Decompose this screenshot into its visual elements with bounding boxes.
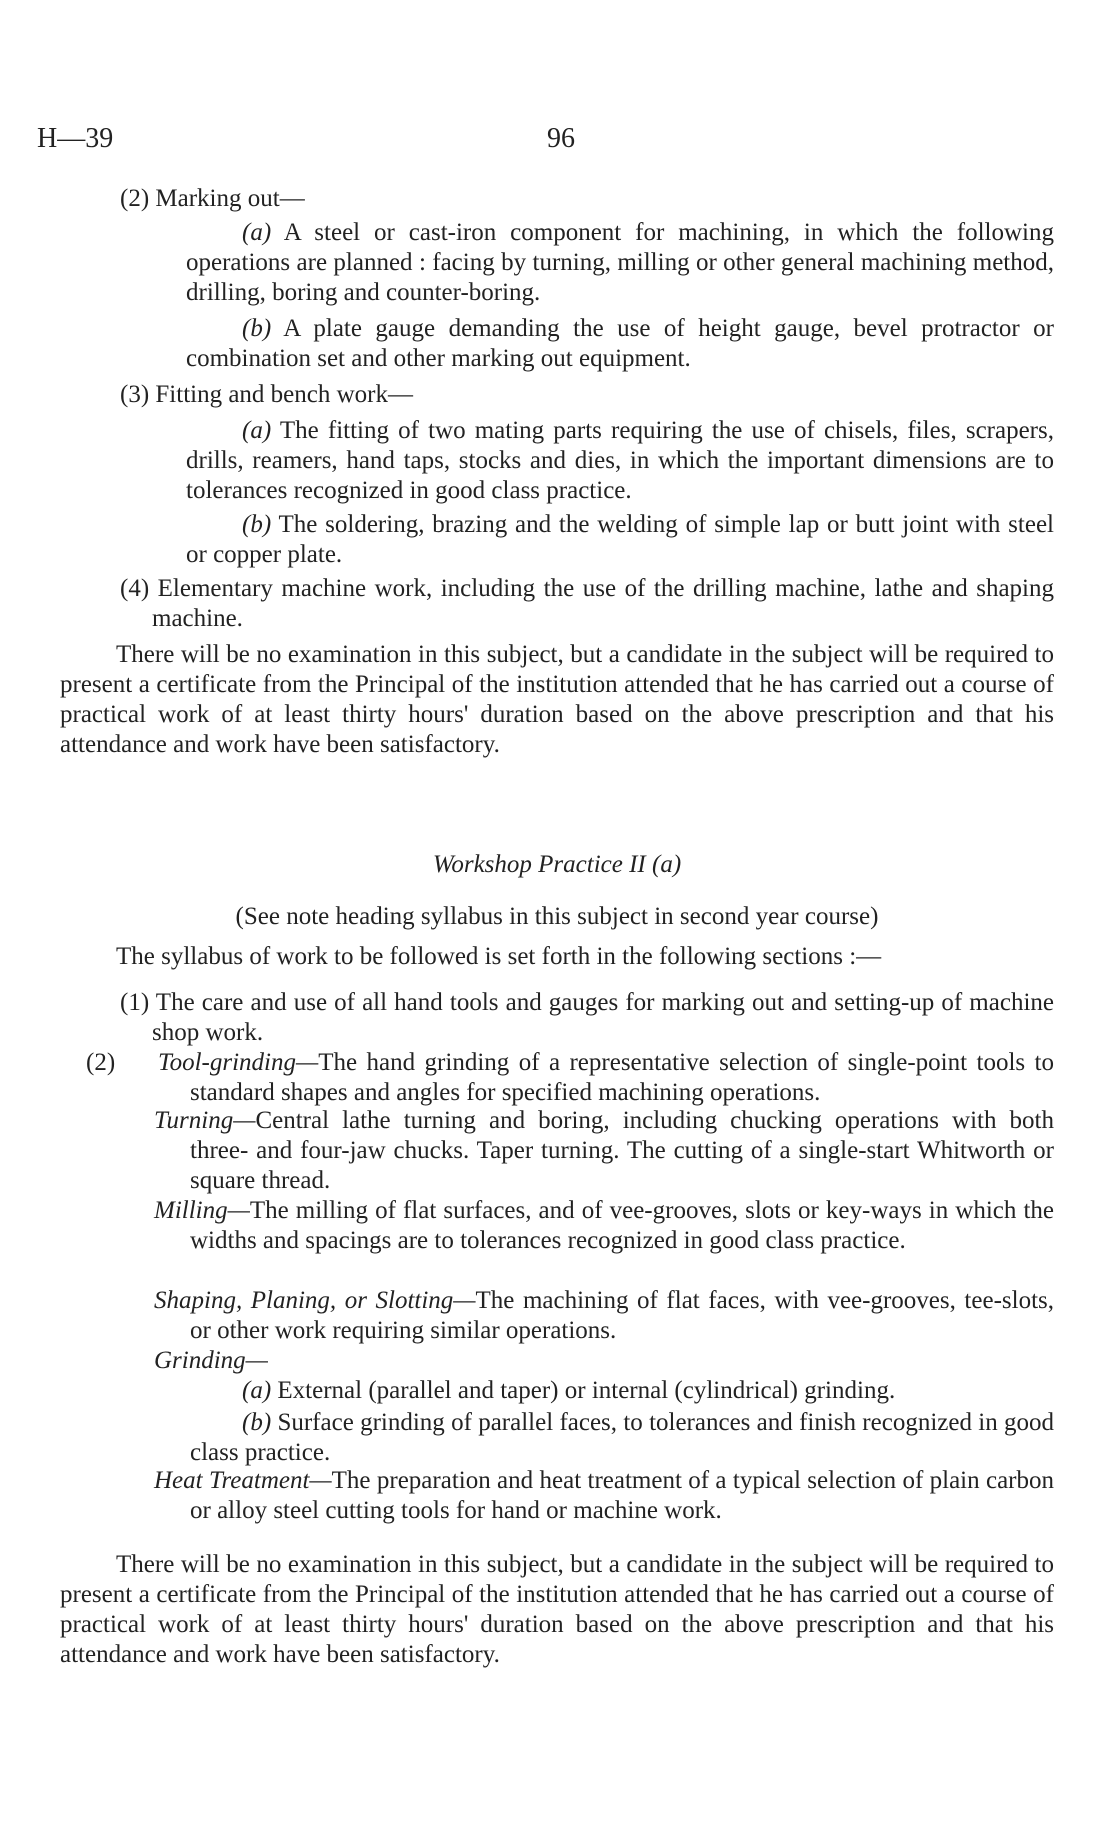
grinding-item-a [190,1376,1054,1406]
shaping-label: Shaping, Planing, or Slotting— [154,1287,476,1314]
turning-label: Turning— [154,1107,256,1134]
grinding-heading: Grinding— [154,1347,268,1374]
machine-work-item: (4) Elementary machine work, including the use of the drilling machine, lathe and shaping machine. [120,575,1054,632]
turning-item [154,1106,1054,1196]
fitting-item-b [186,510,1054,570]
item-text: External (parallel and taper) or internal (cylindrical) grinding. [271,1377,896,1404]
tool-grinding-text: The hand grinding of a representative selection of single-point tools to standard shapes and angles for specified machining operations. [190,1049,1054,1106]
section-note: (See note heading syllabus in this subject in second year course) [235,903,879,930]
item-label: (b) [242,315,272,342]
grinding-item-b [190,1408,1054,1468]
milling-item [154,1196,1054,1256]
marking-out-item-b [186,314,1054,374]
marking-out-item-a [186,218,1054,308]
item-text: A plate gauge demanding the use of height gauge, bevel protractor or combination set and other marking out equipment. [186,315,1054,372]
document-reference: H—39 [37,123,114,154]
item-label: (a) [242,417,272,444]
fitting-heading: (3) Fitting and bench work— [120,381,414,408]
shaping-item [154,1286,1054,1346]
section-title: Workshop Practice II (a) [432,851,682,878]
page-number: 96 [547,123,575,154]
section-intro: The syllabus of work to be followed is set forth in the following sections :— [116,943,882,970]
tool-grinding-label: Tool-grinding— [158,1049,319,1076]
item-number: (2) [86,1049,116,1076]
section1-closing-paragraph: There will be no examination in this subject, but a candidate in the subject will be required to present a certificate from the Principal of the institution attended that he has carried out a course of practical work of at least thirty hours' duration based on the above prescription and that his attendance and work have been satisfactory. [60,641,1054,758]
milling-text: The milling of flat surfaces, and of vee-grooves, slots or key-ways in which the widths and spacings are to tolerances recognized in good class practice. [190,1197,1054,1254]
fitting-item-a [186,416,1054,506]
syllabus-item-1: (1) The care and use of all hand tools and gauges for marking out and setting-up of machine shop work. [120,989,1054,1046]
milling-label: Milling— [154,1197,250,1224]
shaping-text: The machining of flat faces, with vee-grooves, tee-slots, or other work requiring similar operations. [190,1287,1054,1344]
syllabus-item-2 [86,1048,1054,1108]
item-label: (a) [242,1377,272,1404]
section2-closing-paragraph: There will be no examination in this subject, but a candidate in the subject will be required to present a certificate from the Principal of the institution attended that he has carried out a course of practical work of at least thirty hours' duration based on the above prescription and that his attendance and work have been satisfactory. [60,1551,1054,1668]
heat-treatment-text: The preparation and heat treatment of a typical selection of plain carbon or alloy steel cutting tools for hand or machine work. [190,1467,1055,1524]
page-header [37,124,1077,160]
heat-treatment-item [154,1466,1055,1526]
item-text: The soldering, brazing and the welding of simple lap or butt joint with steel or copper plate. [186,511,1054,568]
item-label: (b) [242,511,272,538]
item-label: (a) [242,219,272,246]
item-text: A steel or cast-iron component for machining, in which the following operations are planned : facing by turning, milling or other general machining method, drilling, boring and counter-boring. [186,219,1054,306]
item-text: The fitting of two mating parts requiring the use of chisels, files, scrapers, drills, reamers, hand taps, stocks and dies, in which the important dimensions are to tolerances recognized in good class practice. [186,417,1054,504]
turning-text: Central lathe turning and boring, including chucking operations with both three- and four-jaw chucks. Taper turning. The cutting of a single-start Whitworth or square thread. [190,1107,1054,1194]
heat-treatment-label: Heat Treatment— [154,1467,332,1494]
item-text: Surface grinding of parallel faces, to tolerances and finish recognized in good class practice. [190,1409,1054,1466]
marking-out-heading: (2) Marking out— [120,185,305,212]
item-label: (b) [242,1409,272,1436]
